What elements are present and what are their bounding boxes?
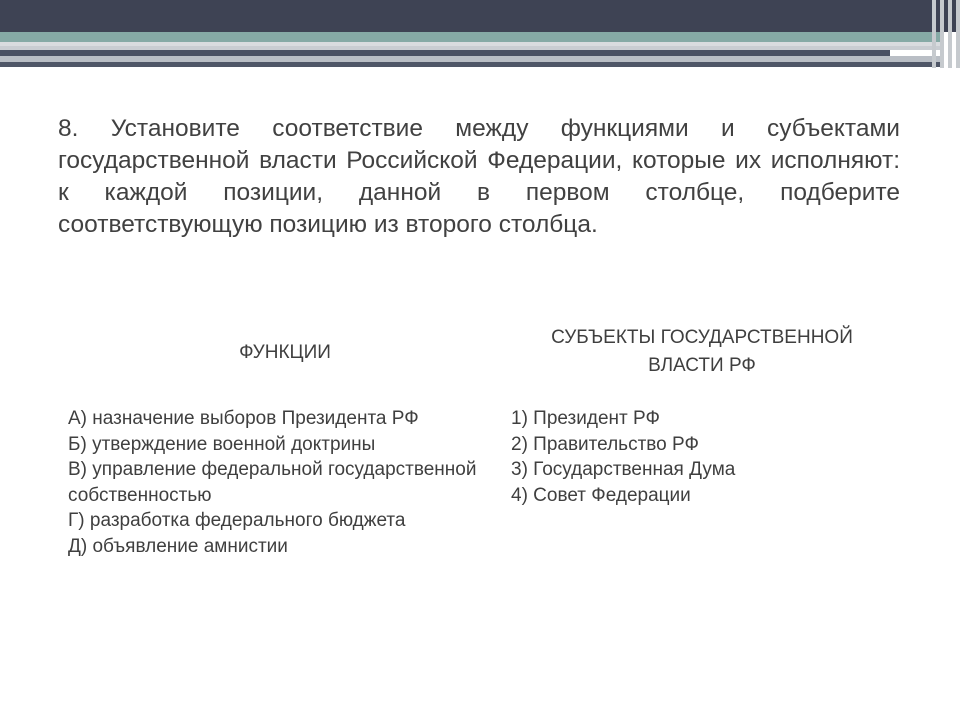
- question-text: 8. Установите соответствие между функциями и субъектами государственной власти Российской Федерации, которые их исполняют: к каждой позиции, данной в первом столбце, подберите соответствующую позицию из второго столбца.: [58, 115, 900, 238]
- subjects-column-header: СУБЪЕКТЫ ГОСУДАРСТВЕННОЙ ВЛАСТИ РФ: [551, 327, 853, 376]
- header-bottom-stripe: [0, 62, 942, 67]
- header-right-bar: [948, 0, 952, 68]
- function-item-v: В) управление федеральной государственной собственностью: [68, 459, 477, 506]
- subjects-list: [511, 406, 891, 508]
- functions-list: [68, 406, 508, 559]
- subject-item-2: 2) Правительство РФ: [511, 433, 699, 455]
- header-band: [0, 0, 960, 32]
- header-right-bar: [932, 0, 936, 68]
- function-item-b: Б) утверждение военной доктрины: [68, 433, 376, 455]
- subject-item-4: 4) Совет Федерации: [511, 484, 691, 506]
- header-right-bar: [940, 0, 944, 68]
- subject-item-3: 3) Государственная Дума: [511, 459, 736, 480]
- subject-item-1: 1) Президент РФ: [511, 408, 660, 429]
- header-accent-stripe: [0, 32, 942, 42]
- function-item-g: Г) разработка федерального бюджета: [68, 510, 406, 531]
- header-right-bar: [956, 0, 960, 68]
- functions-column-header: ФУНКЦИИ: [239, 342, 331, 363]
- function-item-a: А) назначение выборов Президента РФ: [68, 408, 419, 429]
- function-item-d: Д) объявление амнистии: [68, 535, 288, 557]
